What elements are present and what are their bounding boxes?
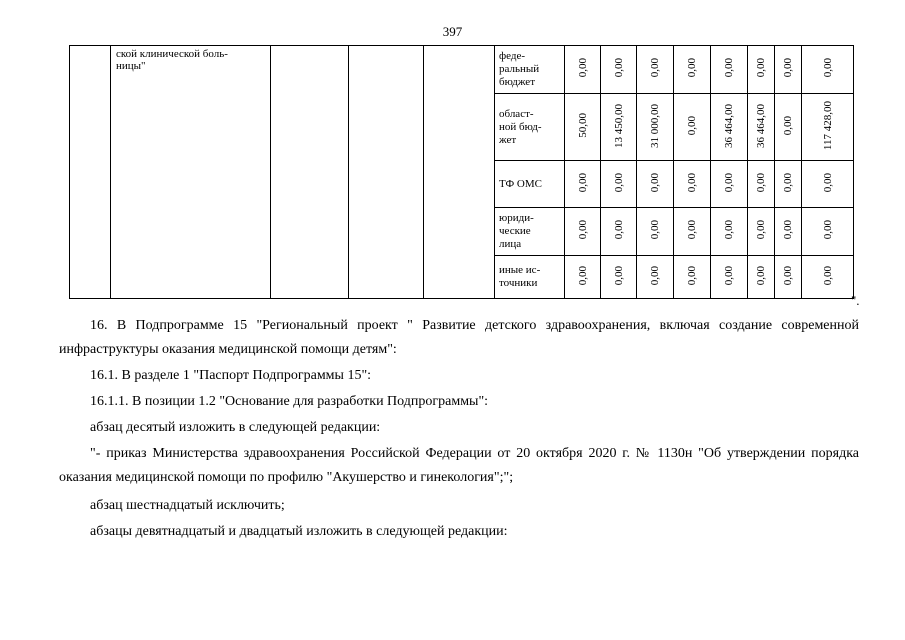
value-text: 0,00 xyxy=(686,58,698,78)
table-cell-value xyxy=(674,94,711,161)
value-text: 0,00 xyxy=(782,115,794,136)
table-cell-value xyxy=(601,161,637,208)
value-text: 0,00 xyxy=(649,172,661,193)
table-cell-value xyxy=(802,208,854,256)
value-text: 0,00 xyxy=(723,172,735,193)
funding-table xyxy=(69,45,854,299)
value-text: 0,00 xyxy=(755,58,767,78)
table-cell-number xyxy=(70,46,111,299)
value-text: 0,00 xyxy=(723,58,735,78)
value-text: 0,00 xyxy=(755,172,767,193)
table-cell-value xyxy=(637,256,674,299)
value-text: 0,00 xyxy=(612,220,625,240)
table-cell-value xyxy=(802,94,854,161)
table-cell-value xyxy=(802,161,854,208)
source-line: бюджет xyxy=(499,76,535,88)
name-line: ской клинической боль- xyxy=(116,48,228,60)
table-cell-value xyxy=(711,208,748,256)
value-text: 0,00 xyxy=(649,265,661,286)
paragraph: абзац десятый изложить в следующей редакции: xyxy=(90,420,381,435)
table-cell-value xyxy=(637,208,674,256)
value-text: 31 000,00 xyxy=(649,103,661,148)
value-text: 0,00 xyxy=(782,220,794,240)
value-text: 0,00 xyxy=(686,172,698,193)
table-cell-value xyxy=(637,46,674,94)
value-text: 0,00 xyxy=(649,220,661,240)
table-cell-source xyxy=(495,208,565,256)
value-text: 0,00 xyxy=(576,172,589,193)
table-cell-value xyxy=(711,256,748,299)
value-text: 0,00 xyxy=(755,220,767,240)
table-cell-value xyxy=(748,46,775,94)
value-text: 0,00 xyxy=(723,265,735,286)
table-cell-value xyxy=(711,46,748,94)
value-text: 0,00 xyxy=(612,172,625,193)
table-cell-source xyxy=(495,46,565,94)
table-cell-value xyxy=(802,256,854,299)
value-text: 36 464,00 xyxy=(723,103,735,148)
source-line: лица xyxy=(499,238,522,250)
table-cell-value xyxy=(748,161,775,208)
table-cell-value xyxy=(674,208,711,256)
table-cell-value xyxy=(748,208,775,256)
value-text: 0,00 xyxy=(821,172,834,193)
value-text: 0,00 xyxy=(612,265,625,286)
table-cell-value xyxy=(748,256,775,299)
value-text: 0,00 xyxy=(576,58,589,78)
paragraph: 16.1.1. В позиции 1.2 "Основание для разработки Подпрограммы": xyxy=(90,394,489,409)
value-text: 0,00 xyxy=(821,265,834,286)
table-row xyxy=(70,46,854,94)
table-cell-value xyxy=(802,46,854,94)
value-text: 117 428,00 xyxy=(821,100,834,151)
value-text: 0,00 xyxy=(755,265,767,286)
table-cell-value xyxy=(748,94,775,161)
value-text: 13 450,00 xyxy=(612,103,625,148)
table-cell-value xyxy=(565,208,601,256)
source-line: жет xyxy=(499,133,517,146)
paragraph: абзацы девятнадцатый и двадцатый изложить в следующей редакции: xyxy=(90,524,508,539)
value-text: 50,00 xyxy=(576,113,589,138)
source-line: иные ис- xyxy=(499,264,541,276)
table-cell-value xyxy=(601,46,637,94)
source-line: ТФ ОМС xyxy=(499,177,542,190)
table-cell-source xyxy=(495,256,565,299)
value-text: 0,00 xyxy=(649,58,661,78)
table-cell-value xyxy=(637,94,674,161)
value-text: 0,00 xyxy=(686,265,698,286)
table-cell-value xyxy=(601,208,637,256)
name-line: ницы" xyxy=(116,60,146,72)
table-cell-value xyxy=(565,46,601,94)
page-number: 397 xyxy=(442,24,463,39)
value-text: 0,00 xyxy=(686,115,698,136)
source-line: феде- xyxy=(499,50,526,62)
table-cell-empty xyxy=(271,46,349,299)
value-text: 36 464,00 xyxy=(755,103,767,148)
value-text: 0,00 xyxy=(782,265,794,286)
value-text: 0,00 xyxy=(782,58,794,78)
closing-quote: ". xyxy=(851,293,860,308)
table-cell-empty xyxy=(349,46,424,299)
value-text: 0,00 xyxy=(821,58,834,78)
table-cell-value xyxy=(637,161,674,208)
table-cell-value xyxy=(565,94,601,161)
value-text: 0,00 xyxy=(686,220,698,240)
table-cell-value xyxy=(674,256,711,299)
table-cell-value xyxy=(674,46,711,94)
value-text: 0,00 xyxy=(576,265,589,286)
table-cell-value xyxy=(775,46,802,94)
value-text: 0,00 xyxy=(576,220,589,240)
table-cell-source xyxy=(495,161,565,208)
source-line: област- xyxy=(499,107,534,120)
table-cell-value xyxy=(601,256,637,299)
paragraph: абзац шестнадцатый исключить; xyxy=(90,498,285,513)
table-cell-value xyxy=(601,94,637,161)
table-cell-name xyxy=(111,46,271,299)
table-cell-value xyxy=(674,161,711,208)
table-cell-value xyxy=(775,94,802,161)
table-cell-source xyxy=(495,94,565,161)
value-text: 0,00 xyxy=(821,220,834,240)
paragraph: "- приказ Министерства здравоохранения Российской Федерации от 20 октября 2020 г. № 1130н "Об утверждении порядка оказания медицинской помощи по профилю "Акушерство и гинекология";"; xyxy=(59,446,859,485)
table-cell-value xyxy=(775,256,802,299)
table-cell-value xyxy=(711,161,748,208)
source-line: ной бюд- xyxy=(499,120,542,133)
source-line: юриди- xyxy=(499,212,534,224)
table-cell-value xyxy=(711,94,748,161)
value-text: 0,00 xyxy=(612,58,625,78)
value-text: 0,00 xyxy=(723,220,735,240)
paragraph: 16. В Подпрограмме 15 "Региональный проект " Развитие детского здравоохранения, включая создание современной инфраструктуры оказания медицинской помощи детям": xyxy=(59,318,859,357)
table-cell-empty xyxy=(424,46,495,299)
source-line: ческие xyxy=(499,225,531,237)
table-cell-value xyxy=(775,161,802,208)
table-cell-value xyxy=(565,256,601,299)
paragraph: 16.1. В разделе 1 "Паспорт Подпрограммы 15": xyxy=(90,368,372,383)
table-cell-value xyxy=(775,208,802,256)
table-cell-value xyxy=(565,161,601,208)
source-line: ральный xyxy=(499,63,540,75)
source-line: точники xyxy=(499,277,538,289)
value-text: 0,00 xyxy=(782,172,794,193)
